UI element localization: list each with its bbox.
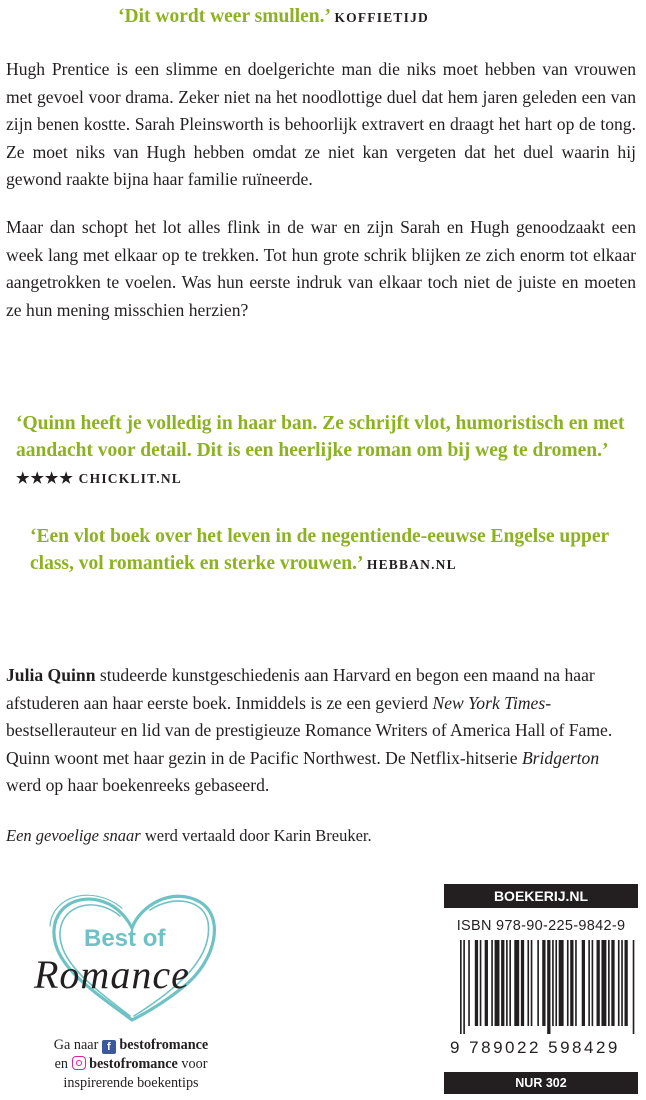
- barcode-bar: [463, 940, 465, 1034]
- publisher-bar: BOEKERIJ.NL: [444, 884, 638, 908]
- logo-line-1: Best of: [84, 925, 166, 952]
- bio-italic-bridgerton: Bridgerton: [521, 747, 600, 768]
- barcode-bar: [485, 940, 488, 1026]
- social-promo: [28, 1036, 234, 1093]
- barcode-bar: [531, 940, 533, 1026]
- best-of-romance-logo: [22, 880, 242, 1030]
- translation-credit: [6, 826, 372, 846]
- facebook-icon: f: [102, 1040, 116, 1054]
- barcode-bar: [597, 940, 600, 1026]
- barcode-bar: [601, 940, 606, 1026]
- promo-line-3: inspirerende boekentips: [63, 1075, 199, 1091]
- barcode-bar: [611, 940, 614, 1026]
- bio-text-3: werd op haar boekenreeks gebaseerd.: [6, 775, 270, 795]
- barcode-bar: [542, 940, 545, 1026]
- barcode-bar: [567, 940, 569, 1026]
- credit-text: werd vertaald door Karin Breuker.: [140, 826, 372, 845]
- blurb-paragraph-2: Maar dan schopt het lot alles flink in de war en zijn Sarah en Hugh genoodzaakt een week lang met elkaar op te trekken. Tot hun grote schrik blijken ze zich enorm tot elkaar aangetrokken te voelen. Was hun eerste indruk van elkaar toch niet de juiste en moeten ze hun mening misschien herzien?: [6, 217, 636, 320]
- barcode-bar: [592, 940, 594, 1026]
- review-1: [16, 410, 632, 493]
- review-1-text: ‘Quinn heeft je volledig in haar ban. Ze schrijft vlot, humoristisch en met aandacht voor detail. Dit is een heerlijke roman om bij weg te dromen.’: [16, 413, 625, 461]
- facebook-handle[interactable]: bestofromance: [119, 1037, 209, 1053]
- barcode-bar: [555, 940, 557, 1026]
- review-1-stars: ★★★★: [16, 471, 74, 487]
- top-quote-source: KOFFIETIJD: [334, 10, 429, 25]
- barcode-bar: [537, 940, 539, 1026]
- barcode-bar: [468, 940, 470, 1026]
- barcode-bar: [509, 940, 511, 1026]
- barcode-bar: [475, 940, 478, 1026]
- promo-suffix: voor: [181, 1056, 208, 1072]
- review-2-text: ‘Een vlot boek over het leven in de negentiende-eeuwse Engelse upper class, vol romantiek en sterke vrouwen.’: [30, 526, 609, 574]
- bio-text-1: studeerde kunstgeschiedenis aan Harvard en begon een maand na haar afstuderen aan haar eerste boek. Inmiddels is ze een gevierd: [6, 665, 595, 713]
- bio-italic-nyt: New York Times: [432, 692, 546, 713]
- bio-text-2: -bestsellerauteur en lid van de prestigieuze Romance Writers of America Hall of Fame. Quinn woont met haar gezin in de Pacific Northwest. De Netflix-hitserie: [6, 692, 613, 768]
- blurb-paragraph-1: Hugh Prentice is een slimme en doelgerichte man die niks moet hebben van vrouwen met gevoel voor drama. Zeker niet na het noodlottige duel dat hem jaren geleden een van zijn benen kostte. Sarah Pleinsworth is behoorlijk extravert en draagt het hart op de tong. Ze moet niks van Hugh hebben omdat ze niet kan vergeten dat het duel waarin hij gewond raakte bijna haar familie ruïneerde.: [6, 59, 636, 189]
- promo-prefix-2: en: [54, 1056, 68, 1072]
- barcode-bar: [608, 940, 610, 1026]
- barcode-bar: [491, 940, 493, 1026]
- barcode-bar: [552, 940, 554, 1026]
- credit-title: Een gevoelige snaar: [6, 826, 141, 845]
- review-2: [30, 523, 630, 578]
- nur-bar: NUR 302: [444, 1072, 638, 1094]
- top-quote: [118, 3, 638, 31]
- barcode-bar: [527, 940, 529, 1026]
- ean-number: 9 789022 598429: [450, 1038, 620, 1057]
- author-bio: [6, 662, 638, 800]
- barcode-bar: [621, 940, 623, 1026]
- barcode-bar: [514, 940, 519, 1026]
- review-2-source: HEBBAN.NL: [366, 557, 457, 572]
- instagram-handle[interactable]: bestofromance: [89, 1056, 178, 1072]
- barcode-bar: [460, 940, 462, 1034]
- barcode-bar: [575, 940, 577, 1026]
- review-1-source: CHICKLIT.NL: [78, 471, 183, 486]
- logo-line-2: Romance: [34, 952, 190, 997]
- barcode-bar: [501, 940, 504, 1026]
- barcode-bar: [547, 940, 550, 1034]
- barcode-bar: [559, 940, 564, 1026]
- barcode-bar: [521, 940, 524, 1026]
- top-quote-text: ‘Dit wordt weer smullen.’: [118, 6, 330, 27]
- barcode-bar: [624, 940, 627, 1026]
- barcode-bar: [582, 940, 585, 1026]
- barcode-bar: [570, 940, 573, 1026]
- barcode-bar: [588, 940, 590, 1026]
- barcode-bar: [633, 940, 635, 1034]
- author-name: Julia Quinn: [6, 665, 96, 685]
- isbn-text: ISBN 978-90-225-9842-9: [456, 918, 626, 934]
- barcode: [460, 940, 636, 1034]
- barcode-bar: [506, 940, 508, 1026]
- barcode-bar: [618, 940, 620, 1026]
- promo-prefix-1: Ga naar: [53, 1037, 99, 1053]
- barcode-bar: [495, 940, 500, 1026]
- barcode-bar: [480, 940, 482, 1026]
- instagram-icon: [72, 1056, 86, 1070]
